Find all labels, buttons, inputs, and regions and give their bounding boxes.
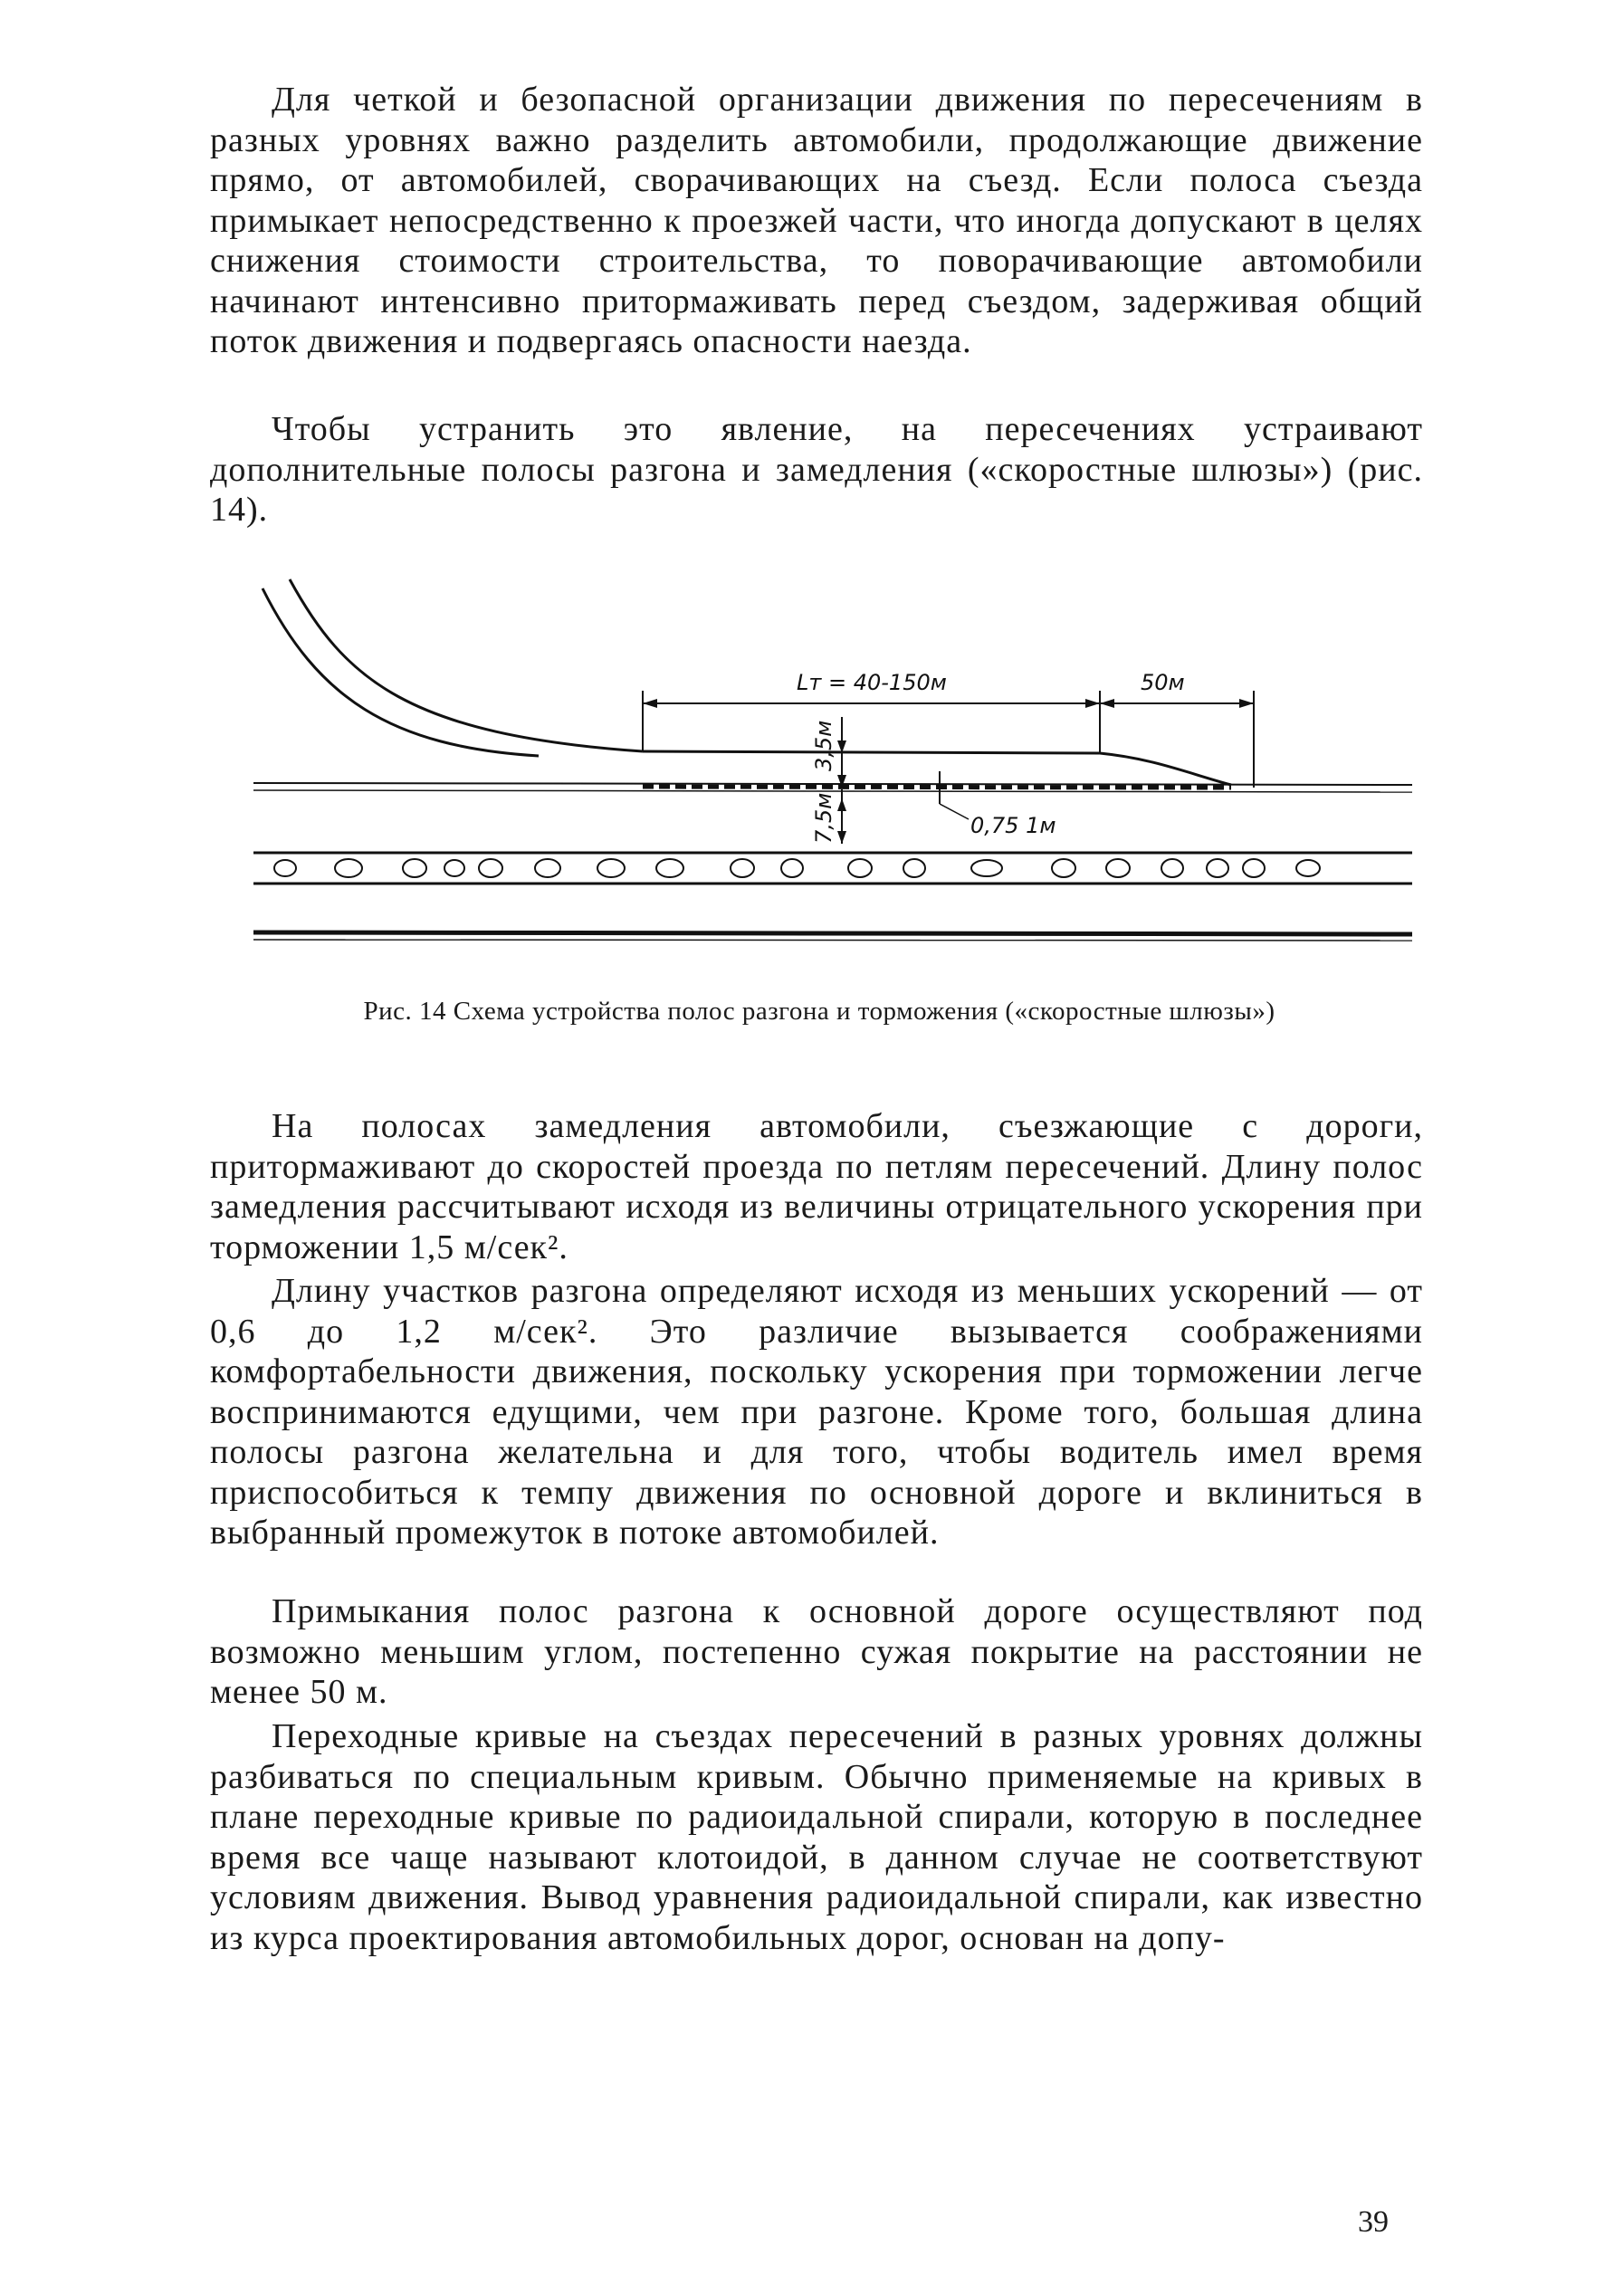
median-shrubs <box>274 859 1320 877</box>
paragraph-6: Переходные кривые на съездах пересечений в разных уровнях должны разбиваться по специальным кривым. Обычно применяемые на кривых в плане переходные кривые по радиоидальной спирали, которую в последнее время все чаще называют клотоидой, в данном случае не соответствуют условиям движения. Вывод уравнения радиоидальной спирали, как известно из курса проектирования автомобильных дорог, основан на допу- <box>210 1717 1423 1957</box>
road-width-label: 7,5м <box>811 792 836 844</box>
taper-label: 50м <box>1141 670 1185 695</box>
lane-width-label: 3,5м <box>811 720 836 771</box>
paragraph-2: Чтобы устранить это явление, на пересечениях устраивают дополнительные полосы разгона и замедления («скоростные шлюзы») (рис. 14). <box>210 410 1423 529</box>
length-label: Lт = 40-150м <box>797 670 947 695</box>
figure-14-diagram <box>244 561 1421 969</box>
ramp-curve-inner <box>290 579 643 751</box>
paragraph-3: На полосах замедления автомобили, съезжающие с дороги, притормаживают до скоростей проезда по петлям пересечений. Длину полос замедления рассчитывают исходя из величины отрицательного ускорения при торможении 1,5 м/сек². <box>210 1107 1423 1266</box>
paragraph-5: Примыкания полос разгона к основной дороге осуществляют под возможно меньшим углом, постепенно сужая покрытие на расстоянии не менее 50 м. <box>210 1592 1423 1711</box>
edge-width-label: 0,75 1м <box>970 813 1056 838</box>
road-edge-line <box>253 783 1412 785</box>
paragraph-4: Длину участков разгона определяют исходя из меньших ускорений — от 0,6 до 1,2 м/сек². Это различие вызывается соображениями комфортабельности движения, поскольку ускорения при торможении легче воспринимаются едущими, чем при разгоне. Кроме того, большая длина полосы разгона желательна и для того, чтобы водитель имел время приспособиться к темпу движения по основной дороге и вклиниться в выбранный промежуток в потоке автомобилей. <box>210 1272 1423 1552</box>
lane-dashed-line <box>643 787 1231 788</box>
page-number: 39 <box>1358 2205 1389 2239</box>
paragraph-1: Для четкой и безопасной организации движения по пересечениям в разных уровнях важно разделить автомобили, продолжающие движение прямо, от автомобилей, сворачивающих на съезд. Если полоса съезда примыкает непосредственно к проезжей части, что иногда допускают в целях снижения стоимости строительства, то поворачивающие автомобили начинают интенсивно притормаживать перед съездом, задерживая общий поток движения и подвергаясь опасности наезда. <box>210 81 1423 360</box>
opposite-road-edge <box>253 932 1412 934</box>
lane-outer-edge <box>643 751 1231 785</box>
figure-caption: Рис. 14 Схема устройства полос разгона и торможения («скоростные шлюзы») <box>363 997 1275 1026</box>
